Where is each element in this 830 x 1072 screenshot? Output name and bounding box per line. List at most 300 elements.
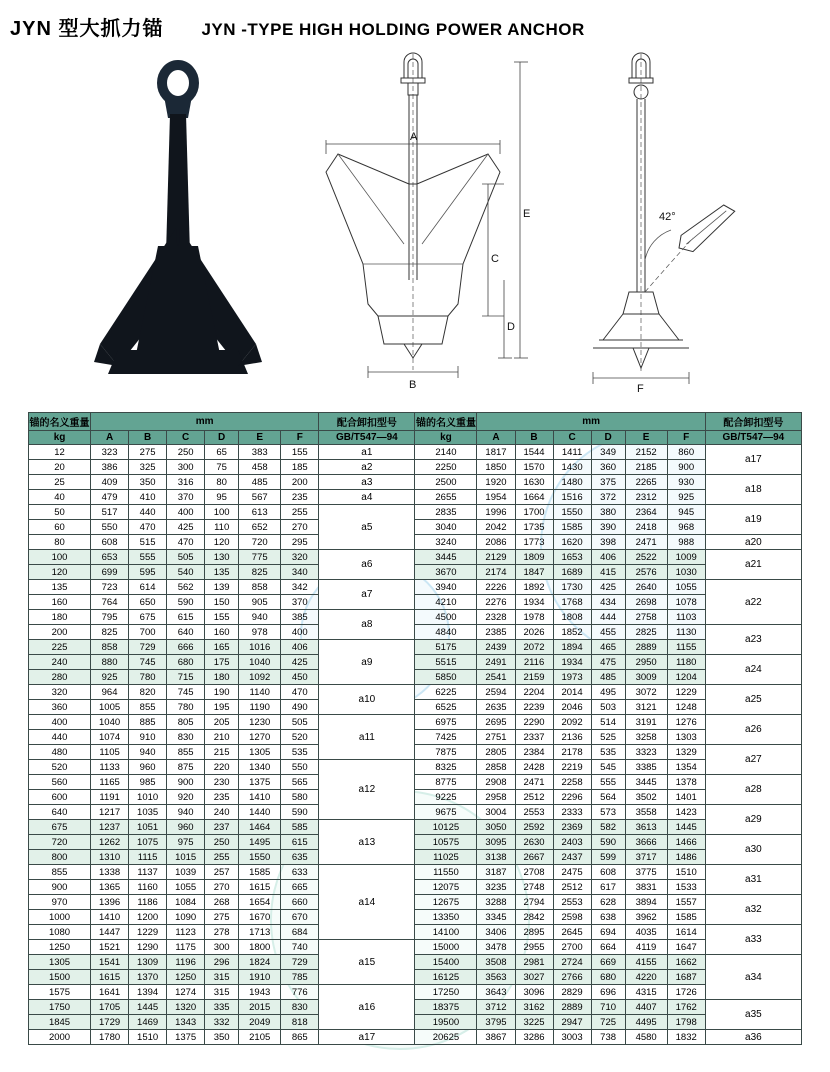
table-cell: 3894	[625, 895, 667, 910]
table-row	[29, 895, 802, 910]
table-cell: 1016	[239, 640, 281, 655]
table-cell: 2471	[515, 775, 553, 790]
table-cell: 1585	[667, 910, 705, 925]
header-dim-d: D	[591, 431, 625, 445]
table-cell: 615	[167, 610, 205, 625]
table-cell: 540	[167, 565, 205, 580]
header-dim-c: C	[553, 431, 591, 445]
table-cell: 1123	[167, 925, 205, 940]
header-shackle-cn: 配合卸扣型号	[705, 413, 801, 431]
table-cell: 1411	[553, 445, 591, 460]
table-cell: 2889	[625, 640, 667, 655]
table-cell: 517	[91, 505, 129, 520]
table-cell: 3072	[625, 685, 667, 700]
table-cell: 617	[591, 880, 625, 895]
table-row	[29, 925, 802, 940]
table-cell: 458	[239, 460, 281, 475]
table-cell: 1700	[515, 505, 553, 520]
dim-label-d: D	[507, 321, 515, 333]
table-cell: 5515	[415, 655, 477, 670]
table-cell: 455	[591, 625, 625, 640]
table-cell: 1973	[553, 670, 591, 685]
table-row	[29, 880, 802, 895]
header-shackle-std: GB/T547—94	[705, 431, 801, 445]
table-cell: 2418	[625, 520, 667, 535]
table-cell: 255	[281, 505, 319, 520]
table-cell: 3009	[625, 670, 667, 685]
table-cell: 1550	[239, 850, 281, 865]
table-cell: 400	[29, 715, 91, 730]
header-dim-f: F	[281, 431, 319, 445]
table-cell: 1762	[667, 1000, 705, 1015]
table-cell: 2908	[477, 775, 515, 790]
table-cell: 723	[91, 580, 129, 595]
shackle-cell: a28	[705, 775, 801, 805]
table-cell: 1229	[667, 685, 705, 700]
table-cell: 390	[591, 520, 625, 535]
table-row	[29, 670, 802, 685]
table-cell: 3345	[477, 910, 515, 925]
table-cell: 3040	[415, 520, 477, 535]
table-row	[29, 940, 802, 955]
header-weight-cn: 锚的名义重量	[415, 413, 477, 431]
table-cell: 590	[591, 835, 625, 850]
table-cell: 20625	[415, 1030, 477, 1045]
table-cell: 240	[205, 805, 239, 820]
table-cell: 2794	[515, 895, 553, 910]
table-cell: 406	[591, 550, 625, 565]
table-cell: 1090	[167, 910, 205, 925]
table-cell: 680	[591, 970, 625, 985]
table-cell: 805	[167, 715, 205, 730]
table-cell: 1375	[167, 1030, 205, 1045]
table-cell: 350	[205, 1030, 239, 1045]
table-cell: 745	[167, 685, 205, 700]
table-cell: 15400	[415, 955, 477, 970]
table-cell: 12675	[415, 895, 477, 910]
shackle-cell: a10	[319, 685, 415, 715]
table-cell: 2842	[515, 910, 553, 925]
table-cell: 1320	[167, 1000, 205, 1015]
table-cell: 505	[281, 715, 319, 730]
table-cell: 3004	[477, 805, 515, 820]
table-row	[29, 550, 802, 565]
table-cell: 2766	[553, 970, 591, 985]
table-cell: 2140	[415, 445, 477, 460]
table-cell: 2724	[553, 955, 591, 970]
table-cell: 2981	[515, 955, 553, 970]
table-cell: 13350	[415, 910, 477, 925]
spec-table	[28, 412, 802, 1045]
table-cell: 316	[167, 475, 205, 490]
table-cell: 1630	[515, 475, 553, 490]
table-cell: 800	[29, 850, 91, 865]
table-cell: 2105	[239, 1030, 281, 1045]
table-cell: 3385	[625, 760, 667, 775]
table-cell: 699	[91, 565, 129, 580]
spec-table-wrap	[28, 412, 802, 1045]
table-cell: 1500	[29, 970, 91, 985]
table-cell: 1270	[239, 730, 281, 745]
table-cell: 1155	[667, 640, 705, 655]
table-cell: 875	[167, 760, 205, 775]
table-cell: 1521	[91, 940, 129, 955]
table-cell: 3775	[625, 865, 667, 880]
dim-label-e: E	[523, 208, 531, 220]
table-cell: 485	[591, 670, 625, 685]
table-cell: 640	[29, 805, 91, 820]
table-cell: 925	[91, 670, 129, 685]
shackle-cell: a2	[319, 460, 415, 475]
table-cell: 3478	[477, 940, 515, 955]
table-cell: 315	[205, 970, 239, 985]
table-cell: 1780	[91, 1030, 129, 1045]
table-cell: 268	[205, 895, 239, 910]
table-cell: 3406	[477, 925, 515, 940]
table-cell: 1978	[515, 610, 553, 625]
shackle-cell: a4	[319, 490, 415, 505]
table-cell: 2384	[515, 745, 553, 760]
table-cell: 2475	[553, 865, 591, 880]
table-row	[29, 655, 802, 670]
shackle-cell: a36	[705, 1030, 801, 1045]
table-cell: 1290	[129, 940, 167, 955]
table-cell: 818	[281, 1015, 319, 1030]
shackle-cell: a8	[319, 610, 415, 640]
table-cell: 2439	[477, 640, 515, 655]
table-cell: 1430	[553, 460, 591, 475]
table-cell: 1808	[553, 610, 591, 625]
table-cell: 1084	[167, 895, 205, 910]
table-cell: 2364	[625, 505, 667, 520]
table-cell: 1575	[29, 985, 91, 1000]
table-cell: 2751	[477, 730, 515, 745]
table-cell: 3096	[515, 985, 553, 1000]
table-cell: 2835	[415, 505, 477, 520]
table-cell: 1480	[553, 475, 591, 490]
table-cell: 335	[205, 1000, 239, 1015]
table-cell: 2698	[625, 595, 667, 610]
table-cell: 565	[281, 775, 319, 790]
table-cell: 6975	[415, 715, 477, 730]
table-cell: 1729	[91, 1015, 129, 1030]
table-cell: 320	[29, 685, 91, 700]
table-cell: 669	[591, 955, 625, 970]
table-cell: 2296	[553, 790, 591, 805]
table-cell: 1664	[515, 490, 553, 505]
table-cell: 2500	[415, 475, 477, 490]
table-cell: 150	[205, 595, 239, 610]
table-cell: 1713	[239, 925, 281, 940]
table-cell: 1440	[239, 805, 281, 820]
table-cell: 940	[167, 805, 205, 820]
shackle-cell: a25	[705, 685, 801, 715]
table-cell: 1773	[515, 535, 553, 550]
table-cell: 680	[167, 655, 205, 670]
table-cell: 729	[129, 640, 167, 655]
table-cell: 195	[205, 700, 239, 715]
table-cell: 1654	[239, 895, 281, 910]
table-cell: 315	[205, 985, 239, 1000]
table-cell: 1250	[29, 940, 91, 955]
header-dim-d: D	[205, 431, 239, 445]
table-cell: 1039	[167, 865, 205, 880]
table-cell: 2428	[515, 760, 553, 775]
table-cell: 582	[591, 820, 625, 835]
table-cell: 780	[129, 670, 167, 685]
shackle-cell: a31	[705, 865, 801, 895]
table-cell: 700	[129, 625, 167, 640]
header-dim-c: C	[167, 431, 205, 445]
table-cell: 3286	[515, 1030, 553, 1045]
table-cell: 2219	[553, 760, 591, 775]
table-cell: 1943	[239, 985, 281, 1000]
shackle-cell: a17	[705, 445, 801, 475]
table-cell: 2553	[553, 895, 591, 910]
table-cell: 2858	[477, 760, 515, 775]
table-body	[29, 445, 802, 1045]
table-cell: 1798	[667, 1015, 705, 1030]
header-dim-a: A	[477, 431, 515, 445]
table-cell: 12	[29, 445, 91, 460]
shackle-cell: a11	[319, 715, 415, 760]
table-cell: 4495	[625, 1015, 667, 1030]
table-cell: 16125	[415, 970, 477, 985]
table-cell: 2014	[553, 685, 591, 700]
table-cell: 567	[239, 490, 281, 505]
table-cell: 425	[167, 520, 205, 535]
table-cell: 1165	[91, 775, 129, 790]
table-cell: 2290	[515, 715, 553, 730]
table-cell: 1329	[667, 745, 705, 760]
table-cell: 970	[29, 895, 91, 910]
table-cell: 4840	[415, 625, 477, 640]
table-cell: 100	[29, 550, 91, 565]
table-cell: 920	[167, 790, 205, 805]
table-cell: 633	[281, 865, 319, 880]
table-cell: 1229	[129, 925, 167, 940]
table-cell: 278	[205, 925, 239, 940]
table-cell: 910	[129, 730, 167, 745]
table-cell: 3445	[415, 550, 477, 565]
table-cell: 978	[239, 625, 281, 640]
table-cell: 9675	[415, 805, 477, 820]
table-cell: 738	[591, 1030, 625, 1045]
table-cell: 1250	[167, 970, 205, 985]
shackle-cell: a30	[705, 835, 801, 865]
table-cell: 2369	[553, 820, 591, 835]
shackle-cell: a35	[705, 1000, 801, 1030]
table-row	[29, 1000, 802, 1015]
table-cell: 2276	[477, 595, 515, 610]
table-cell: 520	[29, 760, 91, 775]
table-cell: 2178	[553, 745, 591, 760]
table-cell: 275	[129, 445, 167, 460]
table-cell: 3563	[477, 970, 515, 985]
shackle-cell: a22	[705, 580, 801, 625]
table-cell: 1516	[553, 490, 591, 505]
table-cell: 1845	[29, 1015, 91, 1030]
table-cell: 1614	[667, 925, 705, 940]
table-cell: 665	[281, 880, 319, 895]
table-cell: 1137	[129, 865, 167, 880]
table-cell: 3027	[515, 970, 553, 985]
table-cell: 440	[129, 505, 167, 520]
table-cell: 675	[29, 820, 91, 835]
dim-label-f: F	[637, 383, 644, 395]
table-cell: 1015	[167, 850, 205, 865]
table-row	[29, 505, 802, 520]
table-cell: 795	[91, 610, 129, 625]
table-cell: 945	[667, 505, 705, 520]
table-cell: 640	[167, 625, 205, 640]
table-cell: 4220	[625, 970, 667, 985]
table-cell: 2000	[29, 1030, 91, 1045]
table-cell: 325	[129, 460, 167, 475]
table-cell: 1641	[91, 985, 129, 1000]
table-cell: 729	[281, 955, 319, 970]
table-cell: 110	[205, 520, 239, 535]
table-cell: 1274	[167, 985, 205, 1000]
table-cell: 385	[281, 610, 319, 625]
table-cell: 900	[167, 775, 205, 790]
table-cell: 1550	[553, 505, 591, 520]
table-cell: 237	[205, 820, 239, 835]
table-cell: 1191	[91, 790, 129, 805]
table-cell: 1910	[239, 970, 281, 985]
table-cell: 1894	[553, 640, 591, 655]
table-cell: 585	[281, 820, 319, 835]
table-cell: 535	[281, 745, 319, 760]
table-cell: 2541	[477, 670, 515, 685]
table-cell: 780	[167, 700, 205, 715]
table-cell: 940	[239, 610, 281, 625]
table-cell: 670	[281, 910, 319, 925]
table-cell: 2159	[515, 670, 553, 685]
shackle-cell: a32	[705, 895, 801, 925]
table-cell: 65	[205, 445, 239, 460]
table-cell: 1010	[129, 790, 167, 805]
table-cell: 370	[281, 595, 319, 610]
table-cell: 1230	[239, 715, 281, 730]
table-cell: 564	[591, 790, 625, 805]
table-cell: 485	[239, 475, 281, 490]
table-cell: 205	[205, 715, 239, 730]
table-cell: 3323	[625, 745, 667, 760]
table-row	[29, 955, 802, 970]
table-cell: 1394	[129, 985, 167, 1000]
shackle-cell: a19	[705, 505, 801, 535]
header-dim-b: B	[515, 431, 553, 445]
table-cell: 2086	[477, 535, 515, 550]
dim-label-a: A	[410, 131, 418, 143]
table-cell: 614	[129, 580, 167, 595]
shackle-cell: a21	[705, 550, 801, 580]
header-kg: kg	[29, 431, 91, 445]
table-cell: 608	[91, 535, 129, 550]
table-cell: 764	[91, 595, 129, 610]
table-row	[29, 1015, 802, 1030]
table-cell: 3050	[477, 820, 515, 835]
table-cell: 865	[281, 1030, 319, 1045]
table-cell: 15000	[415, 940, 477, 955]
table-cell: 2829	[553, 985, 591, 1000]
table-cell: 3225	[515, 1015, 553, 1030]
table-cell: 1105	[91, 745, 129, 760]
table-cell: 664	[591, 940, 625, 955]
table-cell: 4580	[625, 1030, 667, 1045]
table-cell: 415	[591, 565, 625, 580]
table-cell: 5850	[415, 670, 477, 685]
table-cell: 2630	[515, 835, 553, 850]
table-cell: 479	[91, 490, 129, 505]
table-cell: 4500	[415, 610, 477, 625]
table-cell: 2471	[625, 535, 667, 550]
table-cell: 2695	[477, 715, 515, 730]
table-cell: 1447	[91, 925, 129, 940]
header-shackle-cn: 配合卸扣型号	[319, 413, 415, 431]
shackle-cell: a6	[319, 550, 415, 580]
table-cell: 1469	[129, 1015, 167, 1030]
table-cell: 1248	[667, 700, 705, 715]
table-cell: 1035	[129, 805, 167, 820]
table-cell: 1934	[553, 655, 591, 670]
table-cell: 1486	[667, 850, 705, 865]
table-cell: 2072	[515, 640, 553, 655]
header-dim-b: B	[129, 431, 167, 445]
table-cell: 1000	[29, 910, 91, 925]
table-cell: 2700	[553, 940, 591, 955]
table-cell: 465	[591, 640, 625, 655]
table-cell: 660	[281, 895, 319, 910]
table-cell: 900	[667, 460, 705, 475]
table-cell: 300	[205, 940, 239, 955]
table-cell: 1340	[239, 760, 281, 775]
table-cell: 349	[591, 445, 625, 460]
table-cell: 1445	[129, 1000, 167, 1015]
table-cell: 2512	[553, 880, 591, 895]
table-cell: 1847	[515, 565, 553, 580]
table-cell: 1445	[667, 820, 705, 835]
table-cell: 1160	[129, 880, 167, 895]
table-cell: 3643	[477, 985, 515, 1000]
table-cell: 505	[167, 550, 205, 565]
table-header	[29, 413, 802, 445]
table-row	[29, 805, 802, 820]
table-cell: 638	[591, 910, 625, 925]
table-cell: 7875	[415, 745, 477, 760]
table-cell: 1338	[91, 865, 129, 880]
table-cell: 3831	[625, 880, 667, 895]
table-cell: 1892	[515, 580, 553, 595]
table-cell: 615	[281, 835, 319, 850]
table-cell: 2226	[477, 580, 515, 595]
table-cell: 2185	[625, 460, 667, 475]
header-kg: kg	[415, 431, 477, 445]
table-cell: 2136	[553, 730, 591, 745]
table-cell: 555	[129, 550, 167, 565]
table-cell: 1370	[129, 970, 167, 985]
table-cell: 270	[205, 880, 239, 895]
table-cell: 1040	[239, 655, 281, 670]
table-row	[29, 700, 802, 715]
table-cell: 19500	[415, 1015, 477, 1030]
table-cell: 1557	[667, 895, 705, 910]
table-cell: 295	[281, 535, 319, 550]
table-cell: 20	[29, 460, 91, 475]
table-cell: 190	[205, 685, 239, 700]
header-dim-e: E	[239, 431, 281, 445]
